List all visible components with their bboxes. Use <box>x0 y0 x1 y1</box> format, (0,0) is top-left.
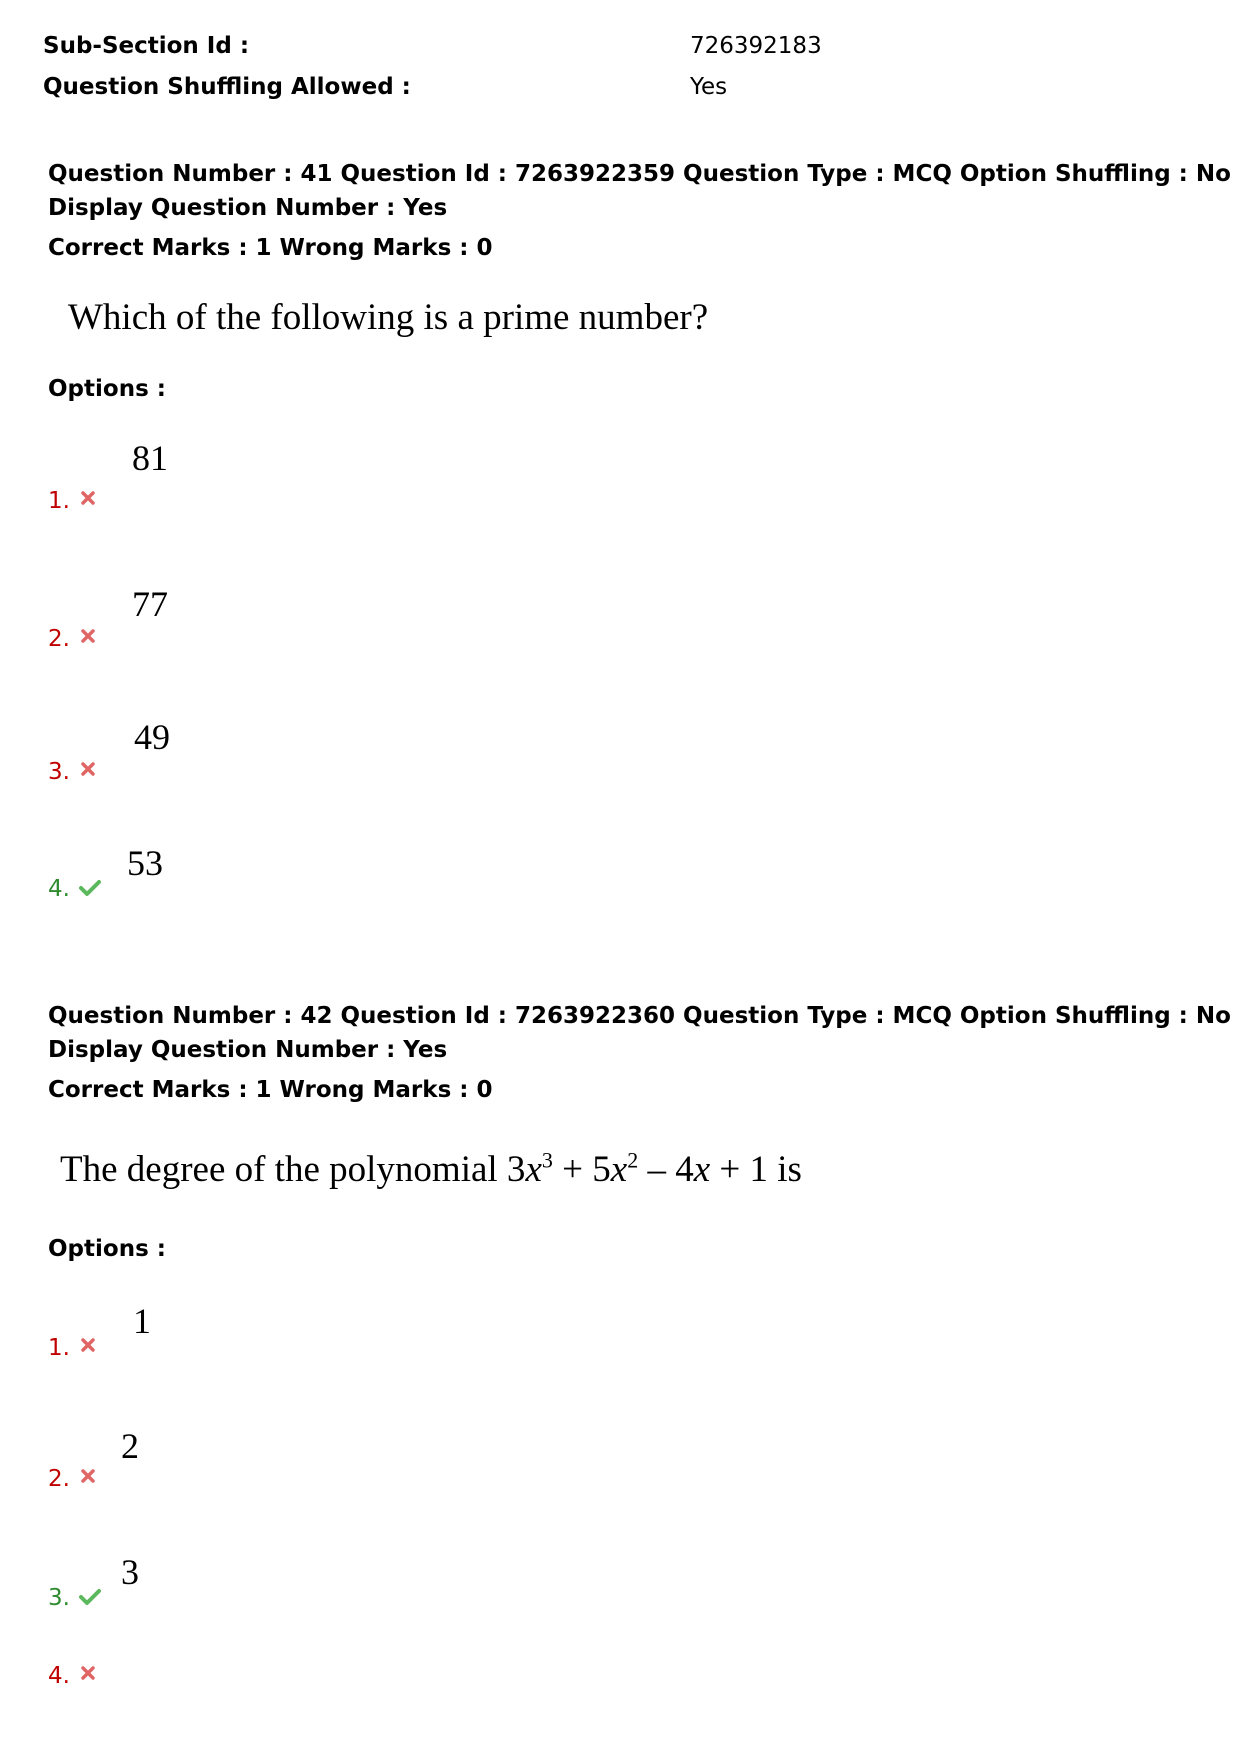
q42-text-part: – 4 <box>638 1149 694 1190</box>
question-42-header <box>48 999 1231 1067</box>
question-41-marks: Correct Marks : 1 Wrong Marks : 0 <box>48 235 493 261</box>
question-42-header-line1: Question Number : 42 Question Id : 7263922360 Question Type : MCQ Option Shuffling : No <box>48 1003 1231 1029</box>
question-41-header-line2: Display Question Number : Yes <box>48 195 448 221</box>
q41-option-3-number: 3. <box>48 759 70 785</box>
question-42-header-line2: Display Question Number : Yes <box>48 1037 448 1063</box>
cross-icon <box>80 628 96 644</box>
q42-text-part: + 5 <box>552 1149 611 1190</box>
q42-option-4-number: 4. <box>48 1663 70 1689</box>
q42-var-x: x <box>610 1149 628 1190</box>
cross-icon <box>80 490 96 506</box>
q42-text-prefix: The degree of the polynomial 3 <box>60 1149 526 1190</box>
cross-icon <box>80 1337 96 1353</box>
q42-var-x: x <box>693 1149 711 1190</box>
q42-var-x: x <box>525 1149 542 1190</box>
cross-icon <box>80 1665 96 1681</box>
question-shuffling-label: Question Shuffling Allowed : <box>43 74 411 100</box>
question-42-text <box>60 1148 802 1191</box>
q42-option-3-number: 3. <box>48 1585 70 1611</box>
question-41-header <box>48 157 1231 225</box>
q41-option-1-value: 81 <box>132 438 168 478</box>
sub-section-id-value: 726392183 <box>690 33 822 59</box>
question-shuffling-value: Yes <box>690 74 728 100</box>
check-icon <box>78 1587 102 1607</box>
q42-exp-3: 3 <box>541 1147 553 1173</box>
question-41-header-line1: Question Number : 41 Question Id : 7263922359 Question Type : MCQ Option Shuffling : No <box>48 161 1231 187</box>
q41-option-2-value: 77 <box>132 584 168 624</box>
q42-option-3-value: 3 <box>121 1552 139 1592</box>
question-42-marks: Correct Marks : 1 Wrong Marks : 0 <box>48 1077 493 1103</box>
q42-option-1-number: 1. <box>48 1335 70 1361</box>
q41-option-4-value: 53 <box>127 843 163 883</box>
q42-option-2-value: 2 <box>121 1426 139 1466</box>
q42-exp-2: 2 <box>627 1147 639 1173</box>
check-icon <box>78 878 102 898</box>
q41-option-3-value: 49 <box>134 717 170 757</box>
q42-text-suffix: + 1 is <box>710 1149 802 1190</box>
question-41-text: Which of the following is a prime number? <box>68 297 709 338</box>
question-42-options-label: Options : <box>48 1236 166 1262</box>
q42-option-1-value: 1 <box>133 1301 151 1341</box>
cross-icon <box>80 1468 96 1484</box>
question-41-options-label: Options : <box>48 376 166 402</box>
q41-option-2-number: 2. <box>48 626 70 652</box>
q42-option-2-number: 2. <box>48 1466 70 1492</box>
sub-section-id-label: Sub-Section Id : <box>43 33 250 59</box>
cross-icon <box>80 761 96 777</box>
q41-option-1-number: 1. <box>48 488 70 514</box>
q41-option-4-number: 4. <box>48 876 70 902</box>
